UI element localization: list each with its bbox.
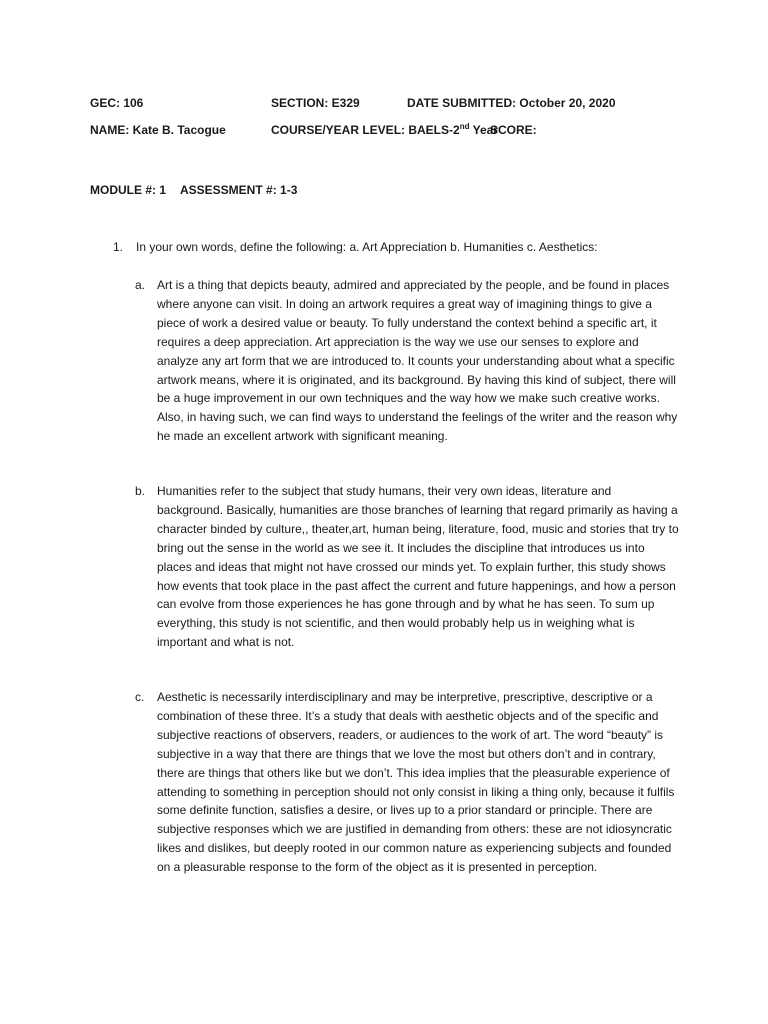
answer-text: Humanities refer to the subject that study humans, their very own ideas, literature and background. Basically, humanities are those branches of learning that regard primarily as having a character binded by culture,, theater,art, human being, literature, food, music and stories that try to bring out the sense in the world as we see it. It includes the discipline that introduces us into places and ideas that might not have crossed our minds yet. To explain further, this study shows how events that took place in the past affect the current and future happenings, and how a person can evolve from those experiences he has gone through and by what he has seen. To sum up everything, this study is not scientific, and then would probably help us in weighing what is important and what is not.	[157, 484, 679, 650]
course-year-ordinal: nd	[459, 122, 470, 131]
module-number: MODULE #: 1	[90, 183, 167, 197]
date-submitted: DATE SUBMITTED: October 20, 2020	[407, 96, 616, 110]
answer-text: Aesthetic is necessarily interdisciplinary and may be interpretive, prescriptive, descriptive or a combination of these three. It’s a study that deals with aesthetic objects and of the specific and subjective reactions of observers, readers, or audiences to the work of art. The word “beauty” is subjective in a way that there are things that we love the most but others don’t and in contrary, there are things that others like but we don’t. This idea implies that the pleasurable experience of attending to something in perception should not only consist in liking a thing only, because it fulfils some definite function, satisfies a desire, or lives up to a prior standard or principle. There are subjective responses which we are justified in demanding from others: these are not idiosyncratic likes and dislikes, but deeply rooted in our common nature as experiencing subjects and founded on a pleasurable response to the form of the object as it is presented in perception.	[157, 690, 675, 875]
answer-letter: a.	[135, 278, 146, 292]
answer-letter: b.	[135, 484, 146, 498]
course-year-suffix: Year	[469, 123, 498, 137]
score: SCORE:	[490, 123, 537, 137]
question-number: 1.	[113, 240, 124, 254]
question-text: In your own words, define the following: a. Art Appreciation b. Humanities c. Aesthetics:	[136, 240, 598, 254]
section: SECTION: E329	[271, 96, 360, 110]
course-year-level	[271, 123, 498, 137]
course-year-prefix: COURSE/YEAR LEVEL: BAELS-2	[271, 123, 460, 137]
course-code: GEC: 106	[90, 96, 144, 110]
answer-letter: c.	[135, 690, 145, 704]
assessment-number: ASSESSMENT #: 1-3	[180, 183, 298, 197]
student-name: NAME: Kate B. Tacogue	[90, 123, 226, 137]
answer-text: Art is a thing that depicts beauty, admired and appreciated by the people, and be found in places where anyone can visit. In doing an artwork requires a great way of imagining things to give a piece of work a desired value or beauty. To fully understand the context behind a specific art, it requires a deep appreciation. Art appreciation is the way we use our senses to explore and analyze any art form that we are introduced to. It counts your understanding about what a specific artwork means, where it is originated, and its background. By having this kind of subject, there will be a huge improvement in our own techniques and the way how we make such creative works. Also, in having such, we can find ways to understand the feelings of the writer and the reason why he made an excellent artwork with significant meaning.	[157, 278, 678, 444]
